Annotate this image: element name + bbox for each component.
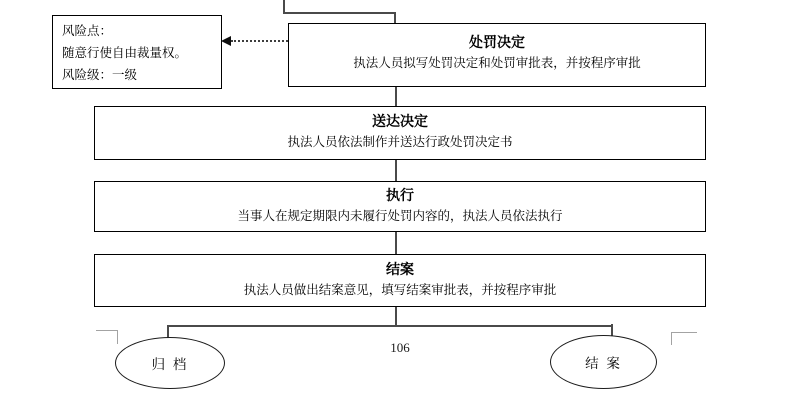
terminal-close-case-label: 结 案 [585, 356, 622, 371]
terminal-close-case [550, 335, 657, 389]
terminal-archive [115, 337, 225, 389]
connector-step4-branch [395, 307, 397, 326]
branch-vertical-right [611, 324, 613, 336]
step-desc: 执法人员做出结案意见，填写结案审批表，并按程序审批 [243, 283, 557, 297]
arrow-left-icon [221, 36, 231, 46]
page-corner-mark-right-vertical [671, 332, 672, 345]
step-title: 处罚决定 [469, 34, 525, 50]
connector-step3-step4 [395, 232, 397, 254]
branch-horizontal [167, 325, 612, 327]
step-box-penalty-decision [288, 23, 706, 87]
step-box-case-closure [94, 254, 706, 307]
step-box-execution [94, 181, 706, 232]
step-desc: 执法人员依法制作并送达行政处罚决定书 [287, 135, 513, 149]
dotted-connector [231, 40, 288, 42]
step-desc: 当事人在规定期限内未履行处罚内容的，执法人员依法执行 [237, 209, 563, 223]
connector-top-horizontal [283, 12, 395, 14]
page-number: 106 [390, 340, 410, 355]
risk-note-line-1: 风险点： [62, 24, 113, 38]
risk-note-line-2: 随意行使自由裁量权。 [62, 46, 188, 60]
connector-step2-step3 [395, 160, 397, 181]
page-corner-mark-left-horizontal [96, 330, 118, 331]
page-corner-mark-left-vertical [117, 330, 118, 344]
page-corner-mark-right-horizontal [671, 332, 697, 333]
risk-note-box [52, 15, 222, 89]
risk-note-line-3: 风险级：一级 [62, 68, 138, 82]
terminal-archive-label: 归 档 [151, 357, 189, 372]
step-box-delivery-decision [94, 106, 706, 160]
connector-step1-step2 [395, 87, 397, 106]
step-desc: 执法人员拟写处罚决定和处罚审批表，并按程序审批 [353, 56, 641, 70]
step-title: 执行 [386, 187, 414, 203]
step-title: 结案 [386, 261, 414, 277]
step-title: 送达决定 [372, 113, 428, 129]
